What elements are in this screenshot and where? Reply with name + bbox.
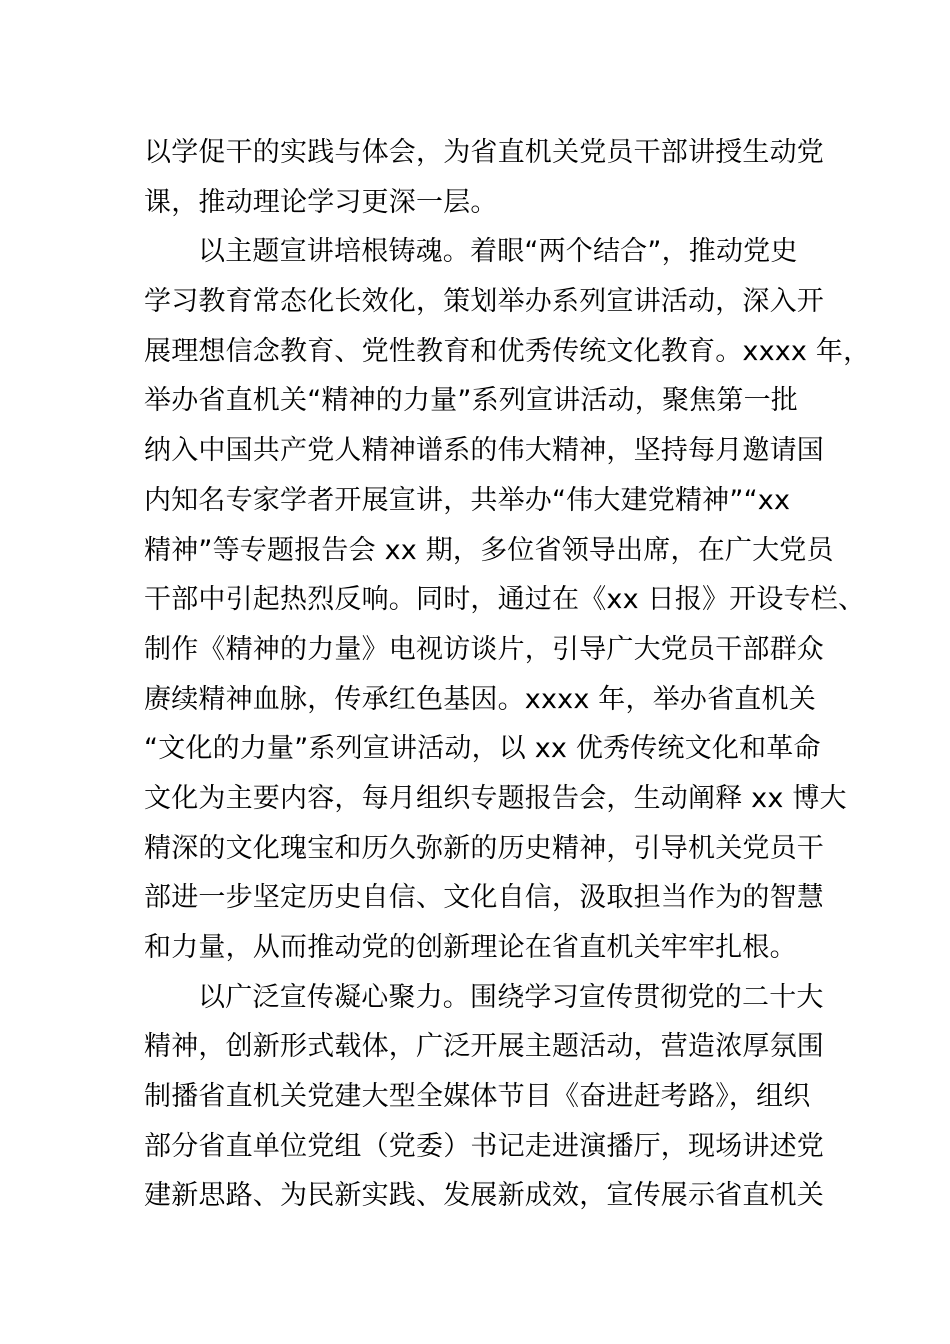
text-line: 部进一步坚定历史自信、文化自信，汲取担当作为的智慧: [144, 882, 824, 914]
text-line: 制作《精神的力量》电视访谈片，引导广大党员干部群众: [144, 633, 824, 665]
text-line: 内知名专家学者开展宣讲，共举办“伟大建党精神”“xx: [144, 484, 791, 516]
text-line: 文化为主要内容，每月组织专题报告会，生动阐释 xx 博大: [144, 782, 847, 814]
text-line: 精深的文化瑰宝和历久弥新的历史精神，引导机关党员干: [144, 832, 824, 864]
text-line: 制播省直机关党建大型全媒体节目《奋进赶考路》，组织: [144, 1081, 811, 1113]
paragraph-first-line: 以广泛宣传凝心聚力。围绕学习宣传贯彻党的二十大: [198, 981, 824, 1013]
text-line: 赓续精神血脉，传承红色基因。xxxx 年，举办省直机关: [144, 683, 816, 715]
text-line: 和力量，从而推动党的创新理论在省直机关牢牢扎根。: [144, 932, 797, 963]
text-line: 纳入中国共产党人精神谱系的伟大精神，坚持每月邀请国: [144, 435, 824, 467]
text-line: 建新思路、为民新实践、发展新成效，宣传展示省直机关: [144, 1180, 824, 1212]
text-line: 学习教育常态化长效化，策划举办系列宣讲活动，深入开: [144, 286, 824, 318]
paragraph-first-line: 以主题宣讲培根铸魂。着眼“两个结合”，推动党史: [198, 236, 798, 268]
text-line: “文化的力量”系列宣讲活动，以 xx 优秀传统文化和革命: [144, 733, 821, 765]
text-line: 课，推动理论学习更深一层。: [144, 186, 498, 218]
text-line: 展理想信念教育、党性教育和优秀传统文化教育。xxxx 年，: [144, 335, 871, 367]
text-line: 以学促干的实践与体会，为省直机关党员干部讲授生动党: [144, 137, 824, 168]
text-line: 部分省直单位党组（党委）书记走进演播厅，现场讲述党: [144, 1130, 824, 1162]
text-line: 举办省直机关“精神的力量”系列宣讲活动，聚焦第一批: [144, 385, 798, 417]
text-line: 精神”等专题报告会 xx 期，多位省领导出席，在广大党员: [144, 534, 834, 566]
text-line: 干部中引起热烈反响。同时，通过在《xx 日报》开设专栏、: [144, 584, 866, 616]
text-line: 精神，创新形式载体，广泛开展主题活动，营造浓厚氛围: [144, 1031, 824, 1063]
document-body: [144, 128, 871, 1221]
